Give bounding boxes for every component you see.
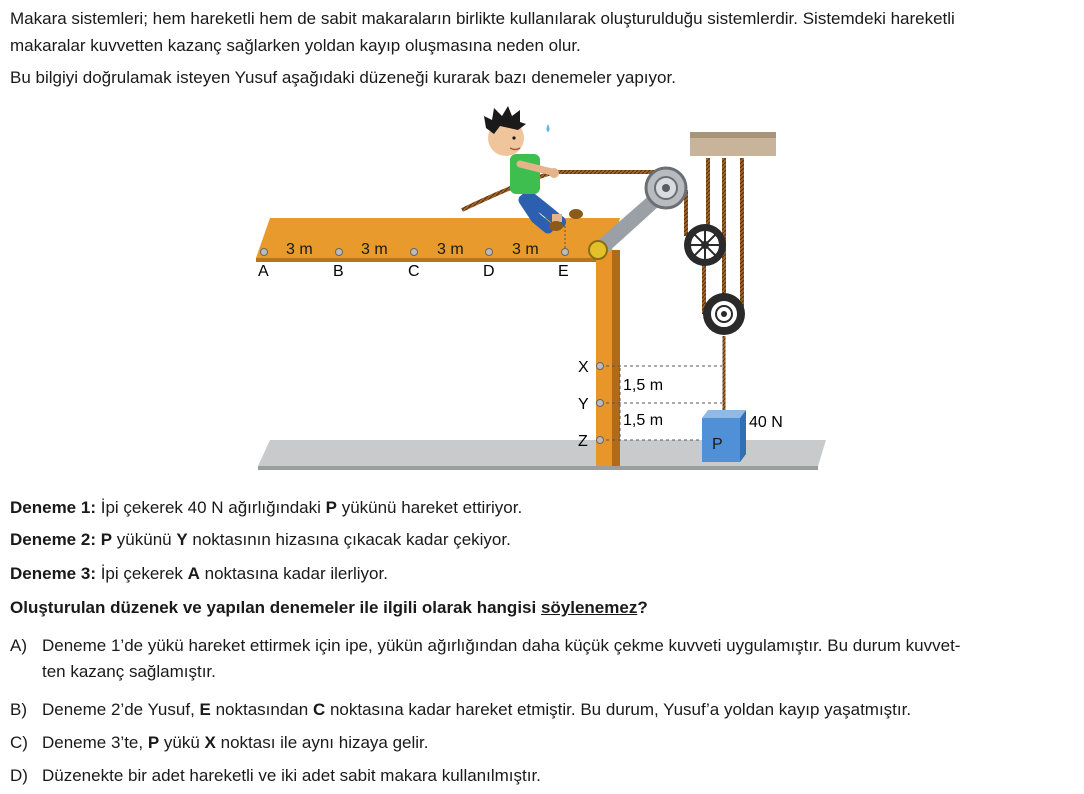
option-a[interactable] <box>10 633 1076 685</box>
intro-line-2: makaralar kuvvetten kazanç sağlarken yoldan kayıp oluşmasına neden olur. <box>10 36 581 55</box>
trial-3-label: Deneme 3: <box>10 564 96 583</box>
option-b[interactable] <box>10 697 1076 723</box>
point-A: A <box>258 263 269 280</box>
question <box>10 597 648 619</box>
option-d[interactable] <box>10 763 1076 789</box>
trial-3-bold: A <box>187 564 200 583</box>
option-a-text-2: ten kazanç sağlamıştır. <box>42 662 216 681</box>
dist-label-2: 3 m <box>361 241 388 258</box>
trial-1-pre: İpi çekerek 40 N ağırlığındaki <box>100 498 326 517</box>
option-b-t2: noktasından <box>210 700 313 719</box>
option-c-bold-2: X <box>204 733 216 752</box>
option-b-bold-1: E <box>199 700 211 719</box>
question-underlined: söylenemez <box>540 598 638 617</box>
point-E: E <box>558 263 569 280</box>
pulley-figure <box>0 95 1084 475</box>
option-c-t1: Deneme 3’te, <box>42 733 148 752</box>
option-c-t2: yükü <box>159 733 205 752</box>
trial-1-post: yükünü hareket ettiriyor. <box>336 498 523 517</box>
option-d-letter: D) <box>10 766 28 785</box>
question-end: ? <box>637 598 648 617</box>
trial-3 <box>10 563 388 585</box>
trial-3-post: noktasına kadar ilerliyor. <box>199 564 388 583</box>
point-Z: Z <box>578 433 588 450</box>
point-C: C <box>408 263 420 280</box>
option-c-t3: noktası ile aynı hizaya gelir. <box>215 733 429 752</box>
trial-1-label: Deneme 1: <box>10 498 96 517</box>
option-c-text <box>42 730 1076 756</box>
trial-3-pre: İpi çekerek <box>95 564 188 583</box>
option-a-text: Deneme 1’de yükü hareket ettirmek için ipe, yükün ağırlığından daha küçük çekme kuvveti uygulamıştır. Bu durum kuvvet- <box>42 636 961 655</box>
option-c-letter: C) <box>10 733 28 752</box>
trial-1-bold: P <box>325 498 337 517</box>
dist-label-1: 3 m <box>286 241 313 258</box>
intro-line-3: Bu bilgiyi doğrulamak isteyen Yusuf aşağıdaki düzeneği kurarak bazı denemeler yapıyor. <box>10 68 676 87</box>
option-d-text: Düzenekte bir adet hareketli ve iki adet sabit makara kullanılmıştır. <box>42 766 541 785</box>
vert-dist-2: 1,5 m <box>623 412 664 429</box>
option-b-t3: noktasına kadar hareket etmiştir. Bu durum, Yusuf’a yoldan kayıp yaşatmıştır. <box>325 700 912 719</box>
trial-2-post: noktasının hizasına çıkacak kadar çekiyor. <box>187 530 511 549</box>
trial-2 <box>10 529 511 551</box>
dist-label-3: 3 m <box>437 241 464 258</box>
option-a-letter: A) <box>10 636 27 655</box>
intro-line-1: Makara sistemleri; hem hareketli hem de sabit makaraların birlikte kullanılarak oluşturulduğu sistemlerdir. Sistemdeki hareketli <box>10 9 955 28</box>
option-b-text <box>42 697 1076 723</box>
load-box-P <box>702 410 746 462</box>
dist-label-4: 3 m <box>512 241 539 258</box>
fixed-pulley-arm <box>646 168 686 208</box>
point-D: D <box>483 263 495 280</box>
point-Y: Y <box>578 396 589 413</box>
trial-2-bold-1: P <box>100 530 113 549</box>
option-b-t1: Deneme 2’de Yusuf, <box>42 700 200 719</box>
load-weight: 40 N <box>749 414 783 431</box>
load-label: P <box>712 436 723 453</box>
trial-2-bold-2: Y <box>176 530 188 549</box>
vert-dist-1: 1,5 m <box>623 377 664 394</box>
trial-2-mid: yükünü <box>112 530 177 549</box>
boy-figure <box>484 106 583 231</box>
option-c-bold-1: P <box>147 733 160 752</box>
movable-pulley <box>703 293 745 335</box>
option-b-letter: B) <box>10 700 27 719</box>
trial-1 <box>10 497 522 519</box>
point-X: X <box>578 359 589 376</box>
option-b-bold-2: C <box>312 700 326 719</box>
option-c[interactable] <box>10 730 1076 756</box>
trial-2-label: Deneme 2: <box>10 530 96 549</box>
question-text: Oluşturulan düzenek ve yapılan denemeler ile ilgili olarak hangisi <box>10 598 541 617</box>
point-B: B <box>333 263 344 280</box>
fixed-pulley-ceiling <box>684 224 726 266</box>
